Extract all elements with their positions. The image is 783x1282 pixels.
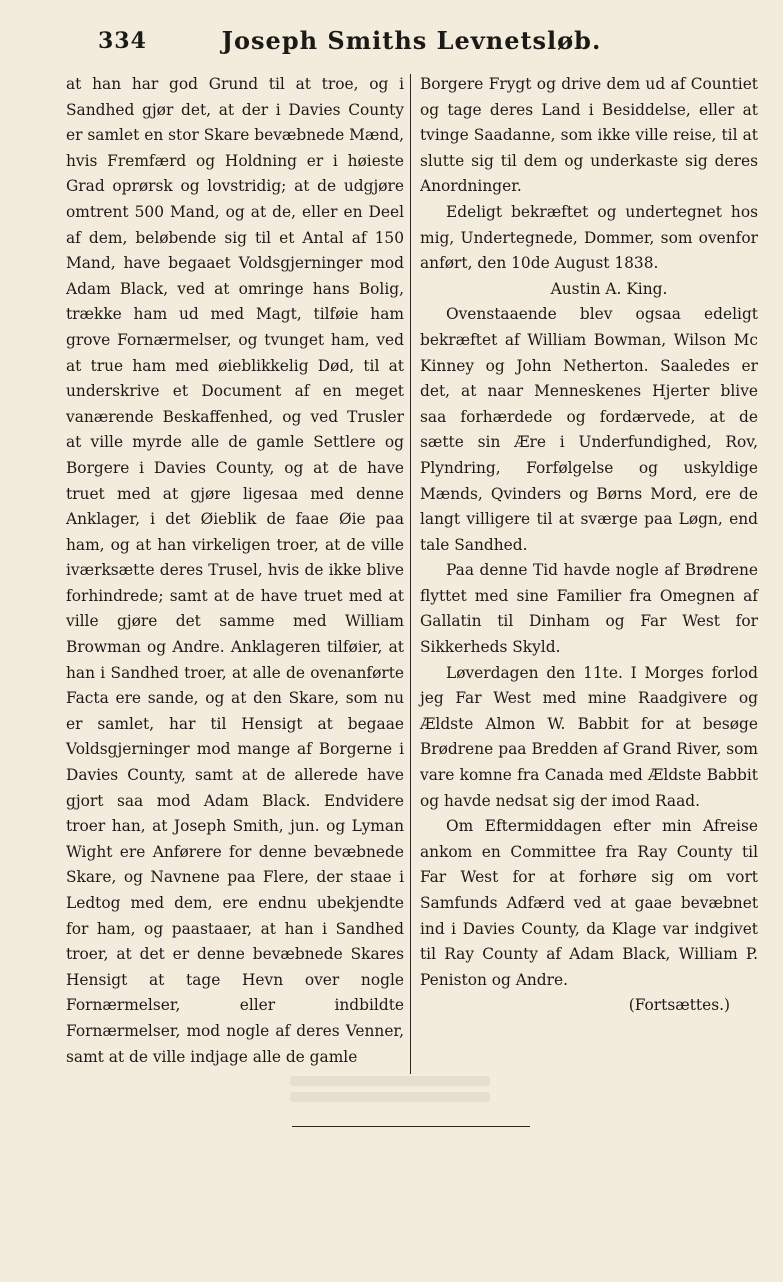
right-paragraph-5: Løverdagen den 11te. I Morges forlod jeg Far West med mine Raadgivere og Ældste Almon W. Babbit for at besøge Brødrene paa Bredden af Grand River, som vare komne fra Canada med Ældste Babbit og havde nedsat sig der imod Raad. bbox=[420, 663, 758, 810]
page-number: 334 bbox=[98, 28, 147, 54]
show-through-bleed bbox=[290, 1070, 490, 1110]
right-paragraph-2: Edeligt bekræftet og undertegnet hos mig, Undertegnede, Dommer, som ovenfor anført, den 10de August 1838. bbox=[420, 202, 758, 273]
column-divider bbox=[410, 74, 411, 1074]
right-paragraph-3: Ovenstaaende blev ogsaa edeligt bekræftet af William Bowman, Wilson Mc Kinney og John Netherton. Saaledes er det, at naar Menneskenes Hjerter blive saa forhærdede og fordærvede, at de sætte sin Ære i Underfundighed, Rov, Plyndring, Forfølgelse og uskyldige Mænds, Qvinders og Børns Mord, ere de langt villigere til at sværge paa Løgn, end tale Sandhed. bbox=[420, 305, 758, 554]
continued-note: (Fortsættes.) bbox=[628, 996, 730, 1015]
page-header bbox=[0, 22, 783, 62]
left-column-paragraph: at han har god Grund til at troe, og i Sandhed gjør det, at der i Davies County er samlet en stor Skare bevæbnede Mænd, hvis Fremfærd og Holdning er i høieste Grad oprørsk og lovstridig; at de udgjøre omtrent 500 Mand, og at de, eller en Deel af dem, beløbende sig til et Antal af 150 Mand, have begaaet Voldsgjerninger mod Adam Black, ved at omringe hans Bolig, trække ham ud med Magt, tilføie ham grove Fornærmelser, og tvunget ham, ved at true ham med øieblikkelig Død, til at underskrive et Document af en meget vanærende Beskaffenhed, og ved Trusler at ville myrde alle de gamle Settlere og Borgere i Davies County, og at de have truet med at gjøre ligesaa med denne Anklager, i det Øieblik de faae Øie paa ham, og at han virkeligen troer, at de ville iværksætte deres Trusel, hvis de ikke blive forhindrede; samt at de have truet med at ville gjøre det samme med William Browman og Andre. Anklageren tilføier, at han i Sandhed troer, at alle de ovenanførte Facta ere sande, og at den Skare, som nu er samlet, har til Hensigt at begaae Voldsgjerninger mod mange af Borgerne i Davies County, samt at de allerede have gjort saa mod Adam Black. Endvidere troer han, at Joseph Smith, jun. og Lyman Wight ere Anførere for denne bevæbnede Skare, og Navnene paa Flere, der staae i Ledtog med dem, ere endnu ubekjendte for ham, og paastaaer, at han i Sandhed troer, at det er denne bevæbnede Skares Hensigt at tage Hevn over nogle Fornærmelser, eller indbildte Fornærmelser, mod nogle af deres Venner, samt at de ville indjage alle de gamle bbox=[66, 75, 404, 1066]
footer-rule bbox=[292, 1126, 530, 1127]
right-paragraph-1: Borgere Frygt og drive dem ud af Countiet og tage deres Land i Besiddelse, eller at tvinge Saadanne, som ikke ville reise, til at slutte sig til dem og underkaste sig deres Anordninger. bbox=[420, 75, 758, 196]
right-paragraph-6: Om Eftermiddagen efter min Afreise ankom en Committee fra Ray County til Far West for at forhøre sig om vort Samfunds Adfærd ved at gaae bevæbnet ind i Davies County, da Klage var indgivet til Ray County af Adam Black, William P. Peniston og Andre. bbox=[420, 817, 758, 989]
right-paragraph-4: Paa denne Tid havde nogle af Brødrene flyttet med sine Familier fra Omegnen af Gallatin til Dinham og Far West for Sikkerheds Skyld. bbox=[420, 561, 758, 657]
signature: Austin A. King. bbox=[550, 279, 668, 298]
running-title: Joseph Smiths Levnetsløb. bbox=[221, 26, 602, 55]
right-column bbox=[420, 72, 758, 1019]
left-column bbox=[66, 72, 404, 1070]
